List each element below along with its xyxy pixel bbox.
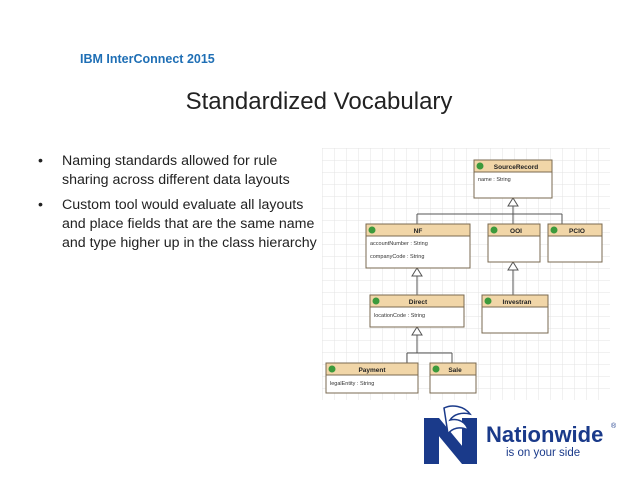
brand-name: Nationwide bbox=[486, 422, 604, 447]
class-nf bbox=[366, 224, 470, 268]
class-name: OOI bbox=[510, 228, 522, 235]
class-payment bbox=[326, 363, 418, 393]
class-attribute: accountNumber : String bbox=[370, 241, 428, 247]
class-icon bbox=[433, 366, 440, 373]
class-icon bbox=[551, 227, 558, 234]
class-icon bbox=[369, 227, 376, 234]
class-attribute: companyCode : String bbox=[370, 254, 425, 260]
bullet-text: Naming standards allowed for rule sharing across different data layouts bbox=[62, 153, 290, 188]
uml-class-diagram bbox=[322, 148, 610, 400]
bullet-item bbox=[38, 196, 320, 253]
diagram-grid bbox=[322, 148, 610, 400]
class-icon bbox=[373, 298, 380, 305]
class-name: SourceRecord bbox=[493, 164, 539, 171]
class-sale bbox=[430, 363, 476, 393]
slide-title: Standardized Vocabulary bbox=[185, 88, 453, 115]
class-investran bbox=[482, 295, 548, 333]
eagle-n-icon bbox=[424, 406, 477, 464]
class-name: Direct bbox=[408, 299, 428, 306]
class-icon bbox=[485, 298, 492, 305]
registered-mark: ® bbox=[611, 423, 617, 430]
class-name: Payment bbox=[358, 367, 386, 374]
class-direct bbox=[370, 295, 464, 327]
bullet-text: Custom tool would evaluate all layouts and place fields that are the same name and type higher up in the class hierarchy bbox=[62, 197, 317, 251]
brand-tagline: is on your side bbox=[506, 447, 581, 459]
class-icon bbox=[477, 163, 484, 170]
class-name: PCIO bbox=[569, 228, 585, 235]
event-header: IBM InterConnect 2015 bbox=[80, 52, 215, 66]
class-source-record bbox=[474, 160, 552, 198]
class-ooi bbox=[488, 224, 540, 262]
class-name: Investran bbox=[502, 299, 532, 306]
class-name: Sale bbox=[448, 367, 462, 374]
class-attribute: locationCode : String bbox=[374, 313, 426, 319]
bullet-dot-icon: • bbox=[38, 153, 43, 169]
bullet-item bbox=[38, 152, 320, 190]
class-pcio bbox=[548, 224, 602, 262]
class-icon bbox=[329, 366, 336, 373]
bullet-list bbox=[38, 152, 320, 259]
class-attribute: name : String bbox=[478, 177, 511, 183]
class-icon bbox=[491, 227, 498, 234]
nationwide-logo bbox=[422, 404, 622, 466]
bullet-dot-icon: • bbox=[38, 197, 43, 213]
class-attribute: legalEntity : String bbox=[330, 381, 375, 387]
class-name: NF bbox=[413, 228, 423, 235]
